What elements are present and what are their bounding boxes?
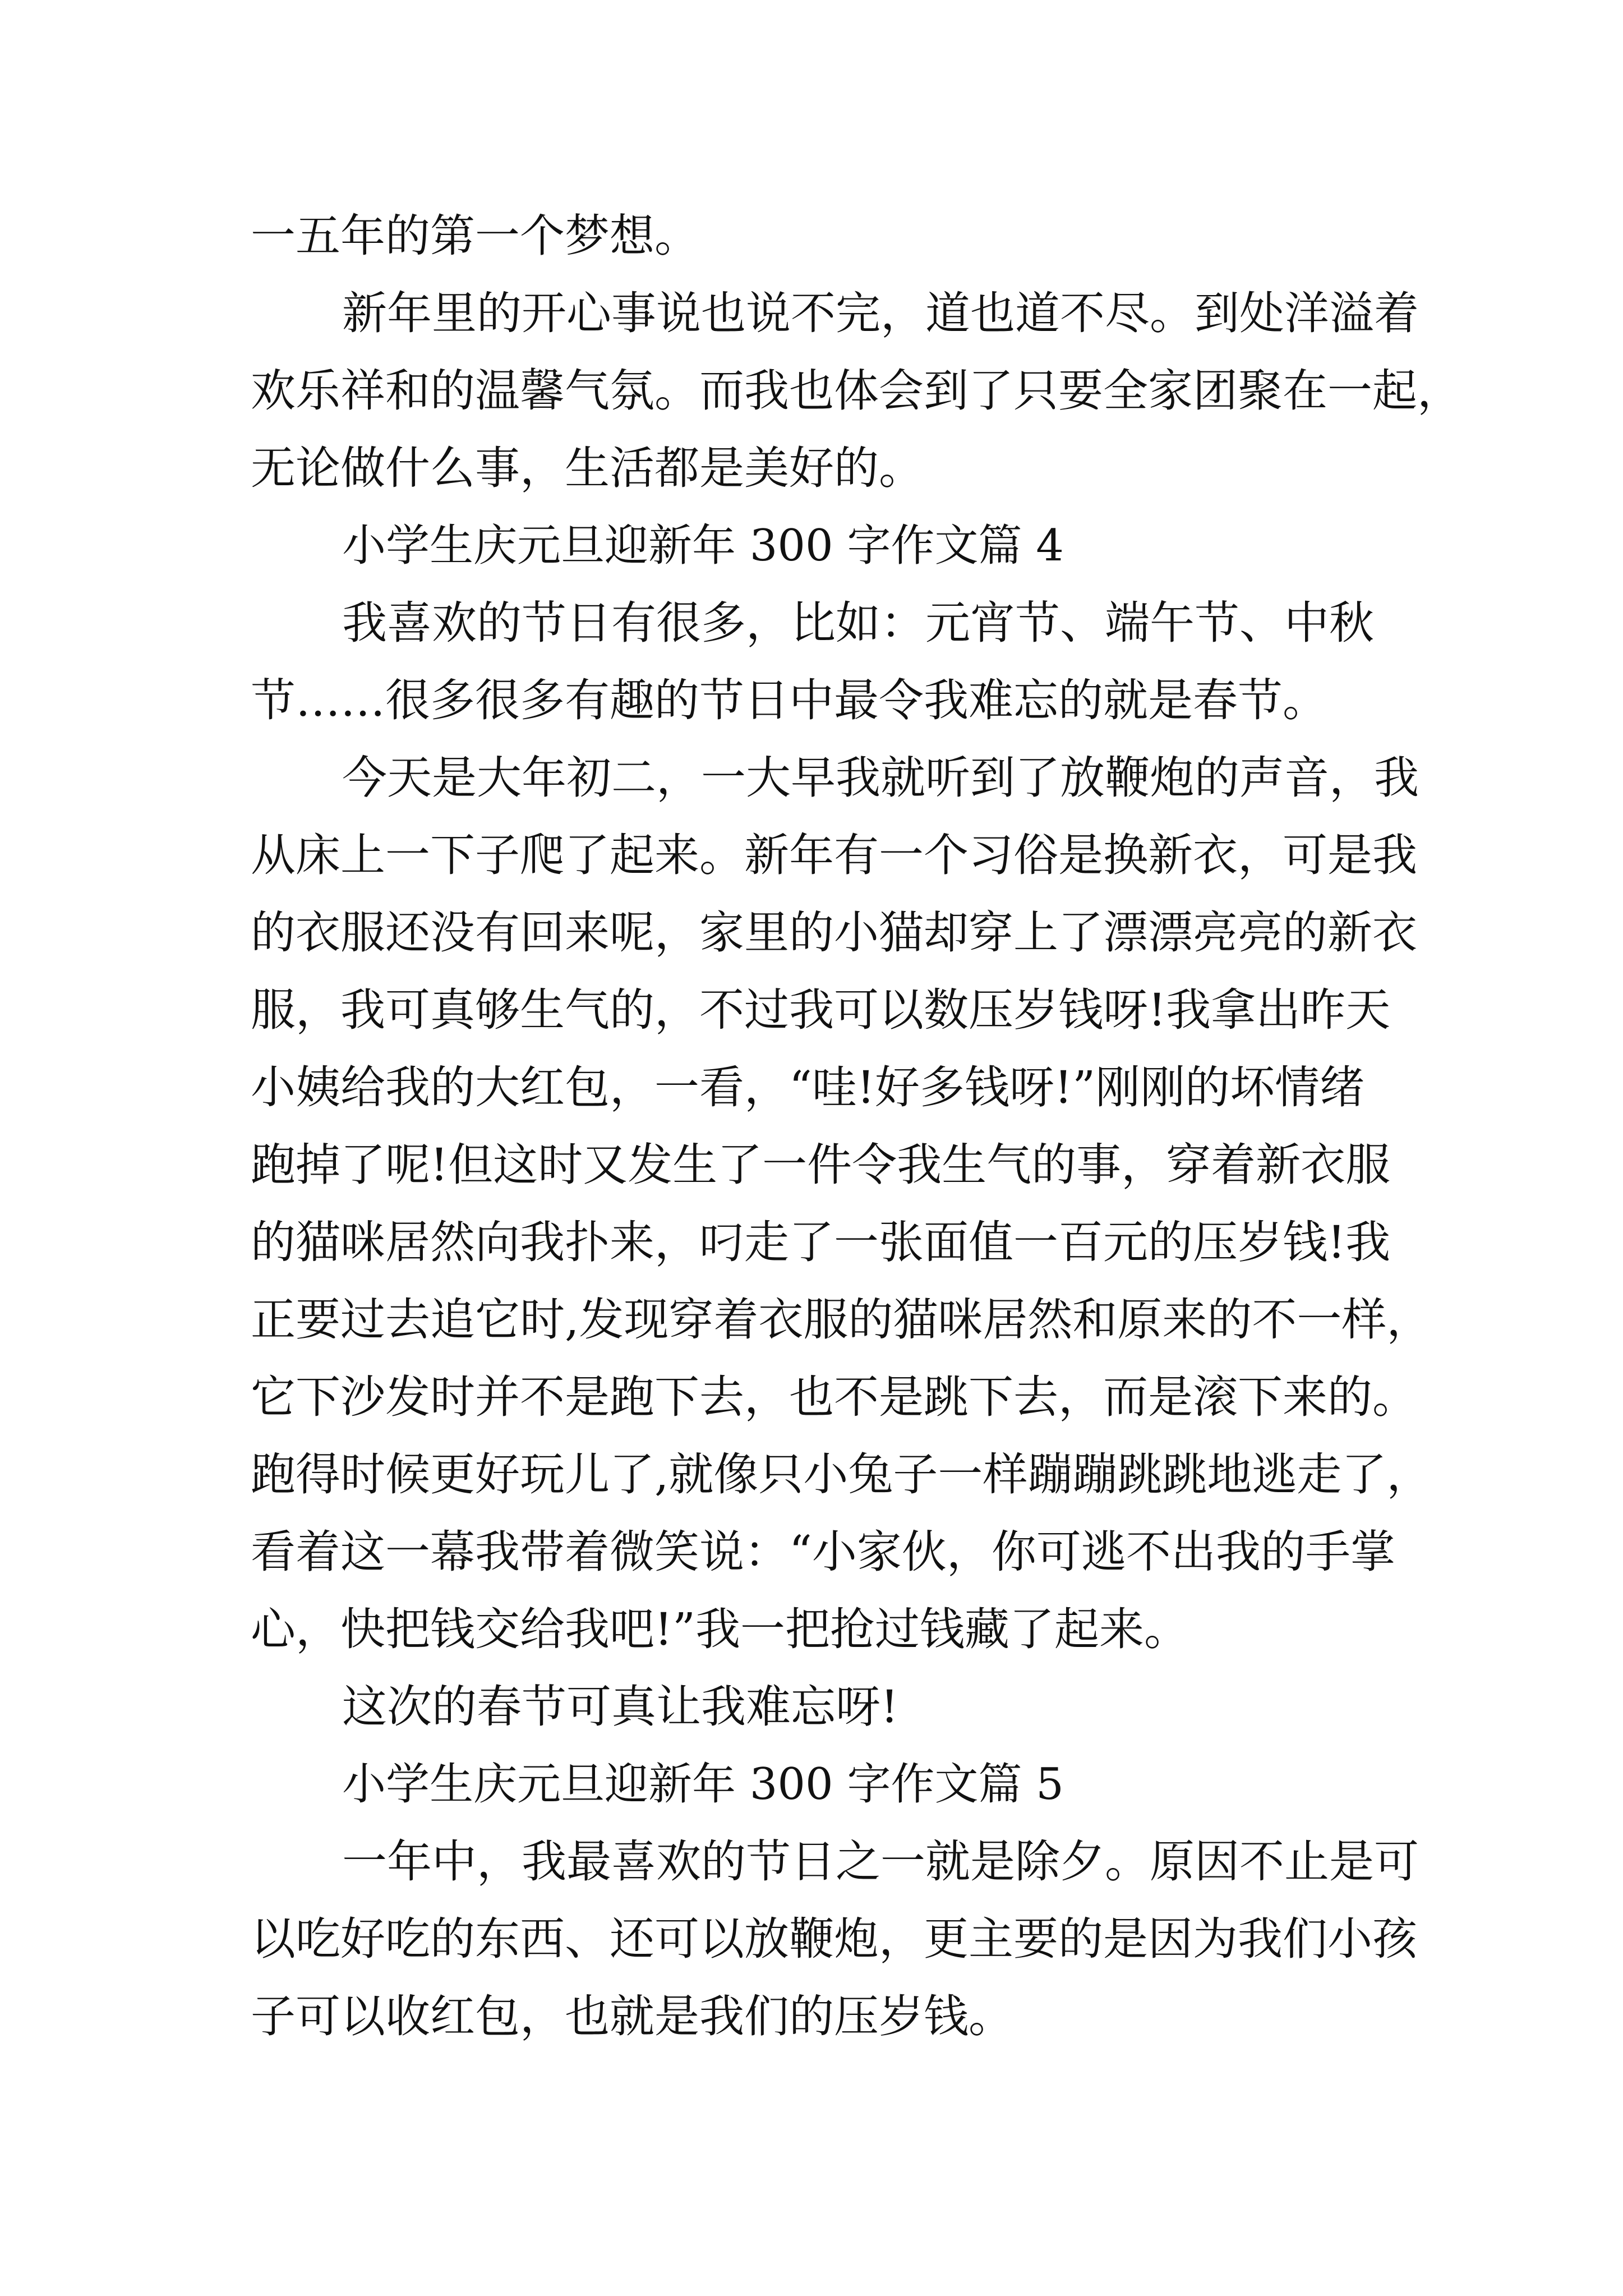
text-line: 小姨给我的大红包，一看，“哇!好多钱呀!”刚刚的坏情绪 [251, 1061, 1365, 1114]
text-line: 的猫咪居然向我扑来，叼走了一张面值一百元的压岁钱!我 [251, 1216, 1391, 1268]
text-line: 的衣服还没有回来呢，家里的小猫却穿上了漂漂亮亮的新衣 [251, 907, 1417, 959]
text-line: 这次的春节可真让我难忘呀! [342, 1681, 899, 1733]
text-line: 今天是大年初二，一大早我就听到了放鞭炮的声音，我 [342, 752, 1419, 804]
text-line: 跑得时候更好玩儿了,就像只小兔子一样蹦蹦跳跳地逃走了， [251, 1448, 1432, 1501]
text-line: 无论做什么事，生活都是美好的。 [251, 442, 924, 494]
document-page [251, 197, 1484, 2055]
text-line: 子可以收红包，也就是我们的压岁钱。 [251, 1990, 1013, 2042]
essay-heading [251, 1746, 1484, 1823]
heading-text: 小学生庆元旦迎新年 300 字作文篇 5 [342, 1759, 1064, 1810]
text-line: 一五年的第一个梦想。 [251, 210, 699, 262]
text-line: 从床上一下子爬了起来。新年有一个习俗是换新衣，可是我 [251, 829, 1417, 881]
text-line: 新年里的开心事说也说不完，道也道不尽。到处洋溢着 [342, 287, 1419, 339]
text-line: 心，快把钱交给我吧!”我一把抢过钱藏了起来。 [251, 1603, 1189, 1655]
text-line: 它下沙发时并不是跑下去，也不是跳下去，而是滚下来的。 [251, 1371, 1417, 1423]
text-line: 节……很多很多有趣的节日中最令我难忘的就是春节。 [251, 674, 1327, 726]
paragraph [251, 585, 1484, 739]
paragraph [251, 1668, 1484, 1746]
text-line: 跑掉了呢!但这时又发生了一件令我生气的事，穿着新衣服 [251, 1139, 1391, 1191]
text-line: 以吃好吃的东西、还可以放鞭炮，更主要的是因为我们小孩 [251, 1913, 1417, 1965]
paragraph [251, 739, 1484, 1668]
paragraph-continuation [251, 197, 1484, 275]
text-line: 服，我可真够生气的，不过我可以数压岁钱呀!我拿出昨天 [251, 984, 1391, 1036]
essay-heading [251, 507, 1484, 585]
text-line: 正要过去追它时,发现穿着衣服的猫咪居然和原来的不一样， [251, 1294, 1432, 1346]
text-line: 一年中，我最喜欢的节日之一就是除夕。原因不止是可 [342, 1835, 1419, 1888]
text-line: 欢乐祥和的温馨气氛。而我也体会到了只要全家团聚在一起， [251, 365, 1462, 417]
paragraph [251, 1823, 1484, 2055]
paragraph [251, 275, 1484, 507]
heading-text: 小学生庆元旦迎新年 300 字作文篇 4 [342, 521, 1064, 571]
text-line: 我喜欢的节日有很多，比如：元宵节、端午节、中秋 [342, 597, 1374, 649]
text-line: 看着这一幕我带着微笑说：“小家伙，你可逃不出我的手掌 [251, 1526, 1395, 1578]
